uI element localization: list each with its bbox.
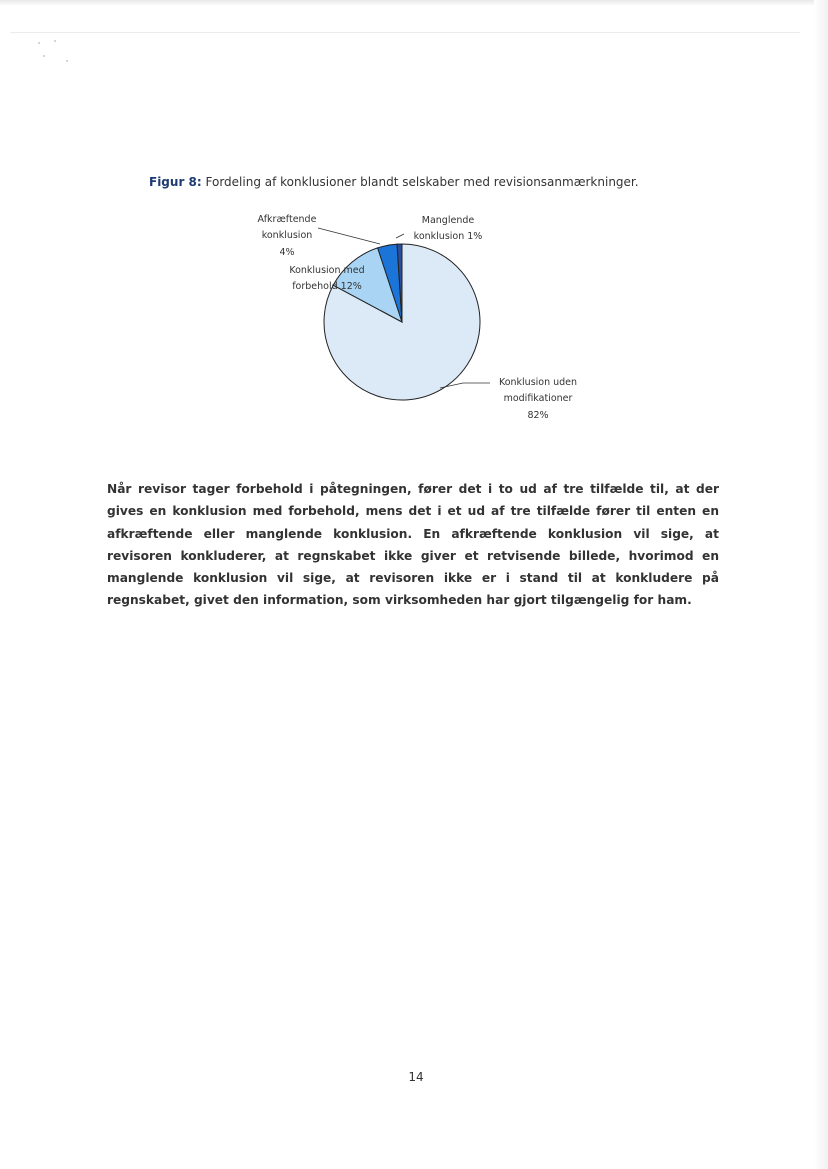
label-uden-line1: Konklusion uden	[498, 377, 578, 388]
label-afkraeftende-line2: konklusion	[261, 230, 313, 241]
label-uden-pct: 82%	[527, 410, 549, 421]
label-forbehold-line2: forbehold 12%	[292, 281, 362, 292]
body-paragraph: Når revisor tager forbehold i påtegningen, fører det i to ud af tre tilfælde til, at der gives en konklusion med forbehold, mens det i et ud af tre tilfælde fører til enten en afkræftende eller manglende konklusion. En afkræftende konklusion vil sige, at revisoren konkluderer, at regnskabet ikke giver et retvisende billede, hvorimod en manglende konklusion vil sige, at revisoren ikke er i stand til at konkludere på regnskabet, givet den information, som virksomheden har gjort tilgængelig for ham.	[107, 482, 719, 608]
label-manglende-line2: konklusion 1%	[413, 231, 483, 242]
label-uden-line2: modifikationer	[503, 393, 573, 404]
figure-label: Figur 8:	[149, 175, 202, 189]
label-manglende-line1: Manglende	[421, 215, 475, 226]
page-number: 14	[408, 1070, 424, 1084]
label-forbehold-line1: Konklusion med	[289, 265, 365, 276]
leader-line-manglende	[396, 234, 404, 238]
label-afkraeftende-line1: Afkræftende	[257, 214, 317, 225]
leader-line-afkraeftende	[318, 228, 380, 244]
label-afkraeftende-pct: 4%	[279, 247, 295, 258]
figure-caption-text: Fordeling af konklusioner blandt selskaber med revisionsanmærkninger.	[205, 175, 639, 189]
